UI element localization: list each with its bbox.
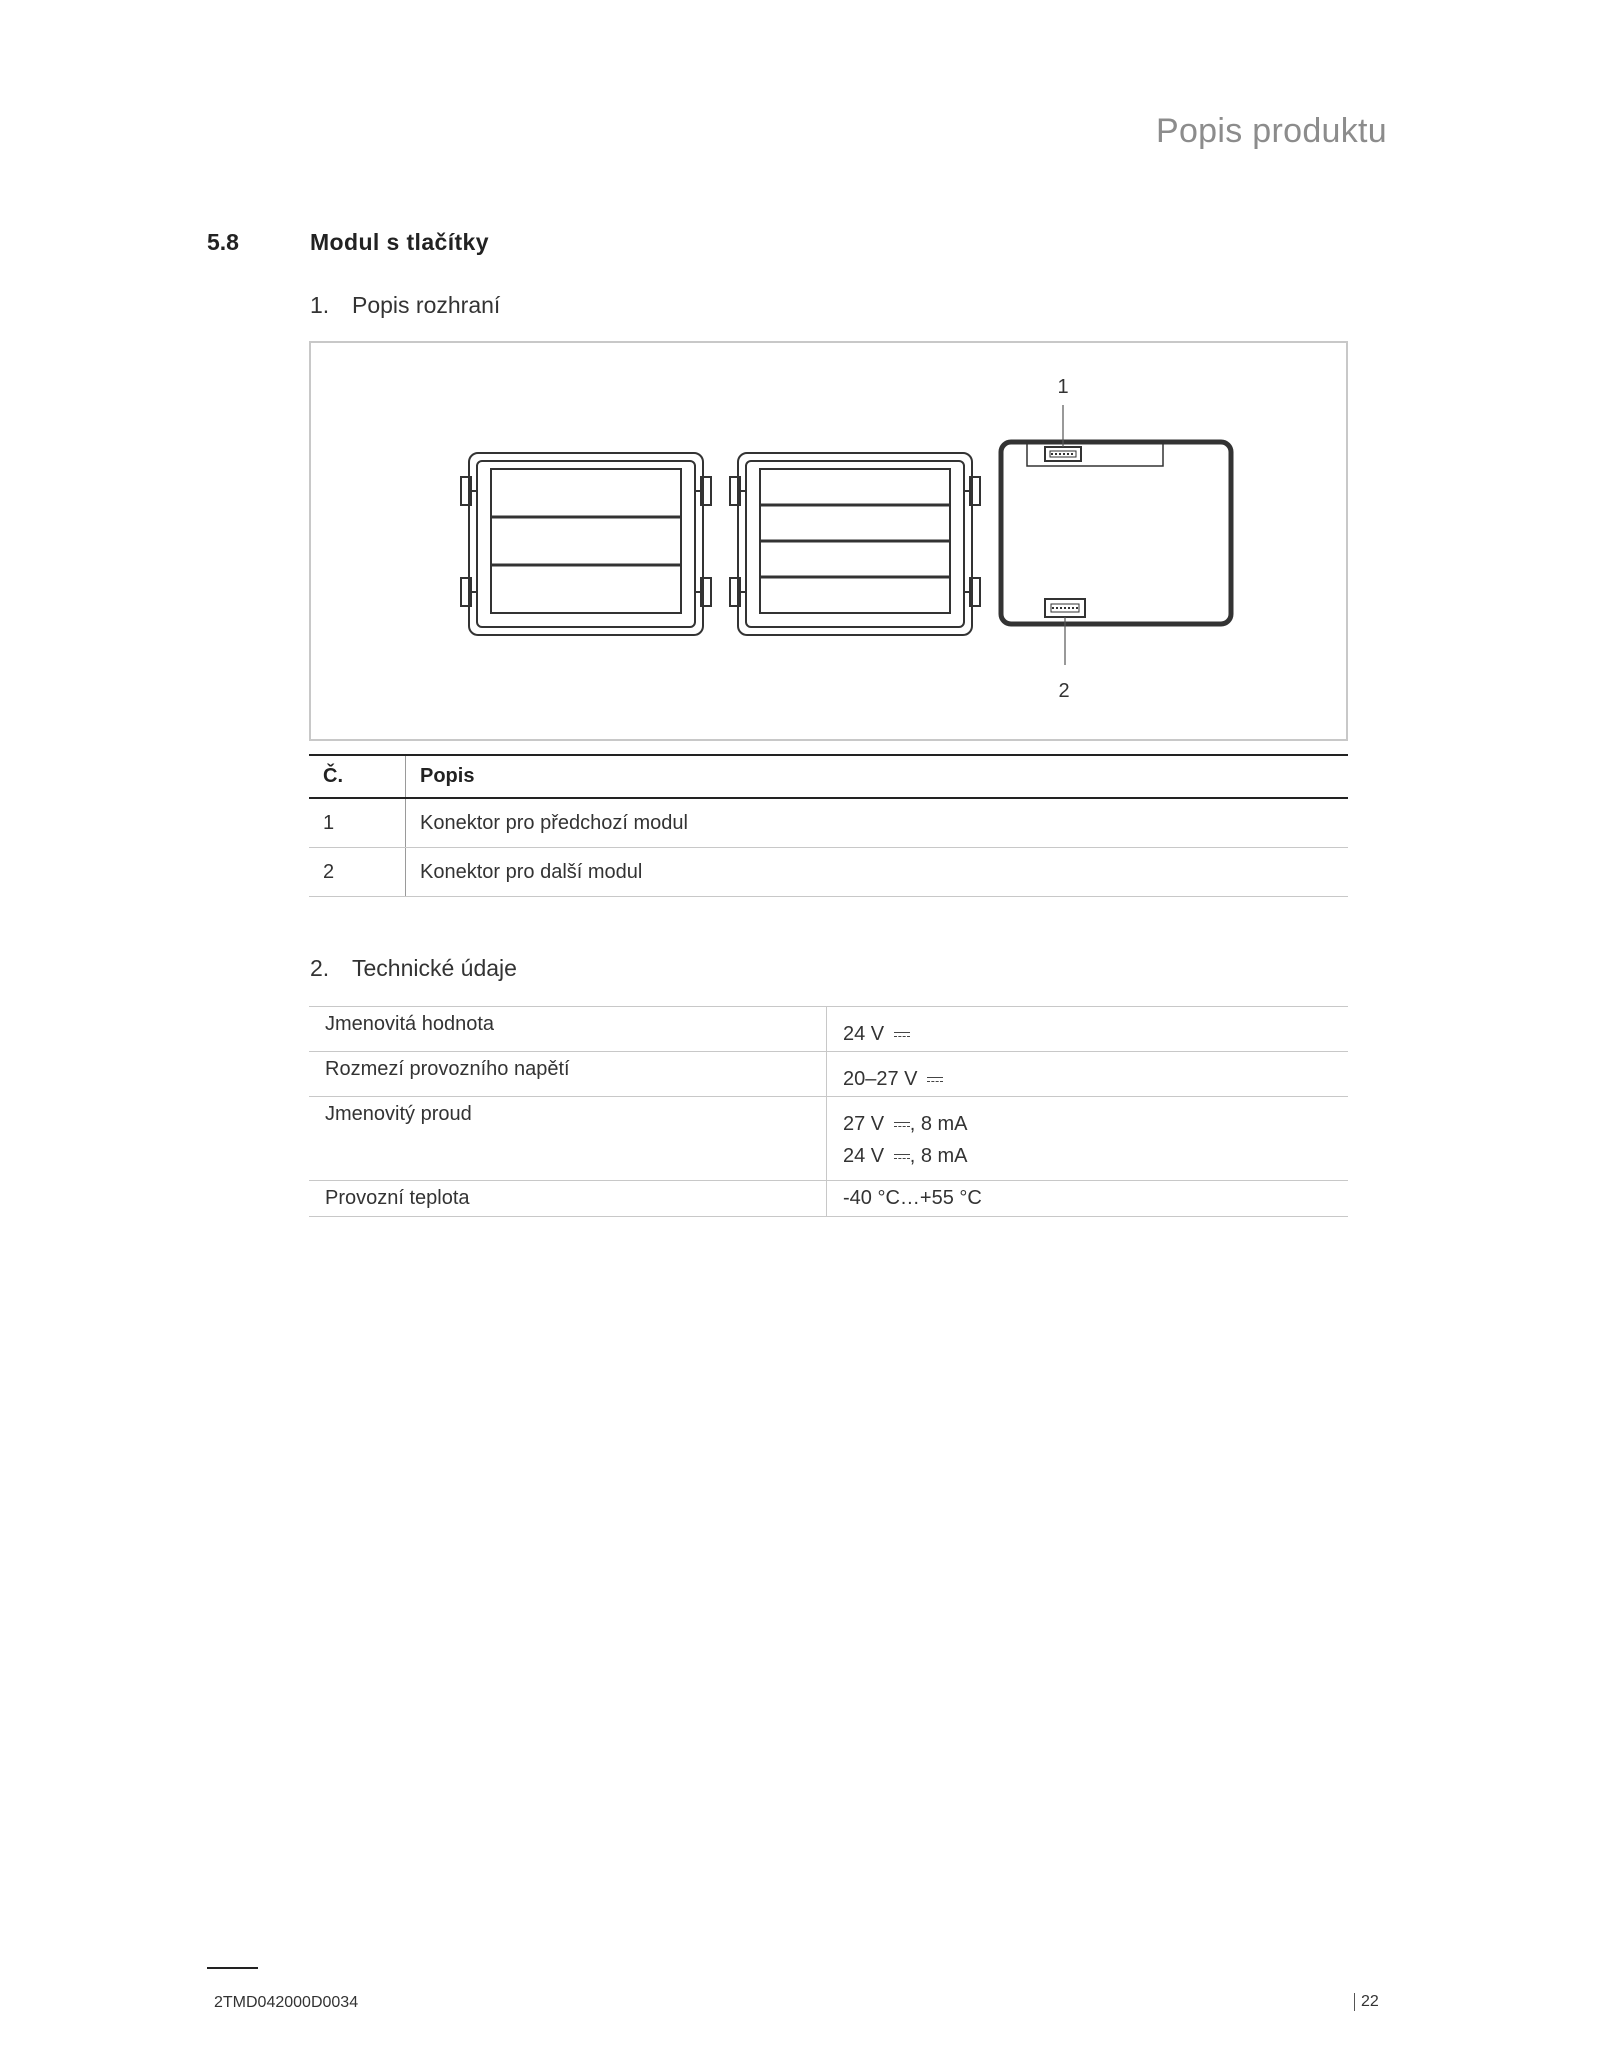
step-label: Popis rozhraní: [352, 292, 501, 318]
running-head: Popis produktu: [1155, 112, 1387, 150]
spec-value-text: , 8 mA: [909, 1113, 968, 1135]
step-technical-data: [310, 955, 517, 982]
spec-label: Rozmezí provozního napětí: [309, 1052, 827, 1097]
step-interface-description: [310, 292, 500, 319]
interface-table: [309, 754, 1348, 897]
push-button-module-drawing: [311, 343, 1350, 743]
column-header-number: Č.: [309, 755, 406, 798]
module-back-view: [1001, 442, 1231, 624]
spec-value-text: , 8 mA: [909, 1145, 968, 1167]
spec-label: Jmenovitý proud: [309, 1097, 827, 1181]
dc-symbol-icon: [894, 1152, 910, 1162]
connector-next-module: [1045, 599, 1085, 617]
spec-label: Jmenovitá hodnota: [309, 1007, 827, 1052]
table-row: [309, 798, 1348, 848]
callout-2: 2: [1058, 680, 1070, 702]
dc-symbol-icon: [927, 1075, 943, 1085]
button-module-4: [730, 453, 980, 635]
spec-value-text: 24 V: [843, 1145, 885, 1167]
step-label: Technické údaje: [352, 955, 517, 981]
table-row: [309, 848, 1348, 897]
step-number: 1.: [310, 292, 330, 318]
footer-rule: [207, 1967, 258, 1969]
table-row: [309, 1007, 1348, 1052]
spec-value-text: 20–27 V: [843, 1068, 918, 1090]
spec-value: [827, 1052, 1349, 1097]
table-row: [309, 1052, 1348, 1097]
cell-description: Konektor pro další modul: [406, 848, 1349, 897]
section-title: Modul s tlačítky: [310, 229, 489, 255]
spec-value-text: 27 V: [843, 1113, 885, 1135]
page-number: 22: [1354, 1993, 1379, 2011]
cell-description: Konektor pro předchozí modul: [406, 798, 1349, 848]
dc-symbol-icon: [894, 1120, 910, 1130]
step-number: 2.: [310, 955, 330, 981]
table-row: [309, 1097, 1348, 1181]
cell-number: 2: [309, 848, 406, 897]
document-id: 2TMD042000D0034: [214, 1994, 359, 2011]
spec-label: Provozní teplota: [309, 1181, 827, 1217]
table-header-row: [309, 755, 1348, 798]
interface-figure: [309, 341, 1348, 741]
button-module-3: [461, 453, 711, 635]
column-header-description: Popis: [406, 755, 1349, 798]
callout-1: 1: [1057, 376, 1069, 398]
spec-value: -40 °C…+55 °C: [827, 1181, 1349, 1217]
table-row: [309, 1181, 1348, 1217]
spec-value: [827, 1007, 1349, 1052]
connector-previous-module: [1045, 447, 1081, 461]
dc-symbol-icon: [894, 1030, 910, 1040]
technical-data-table: [309, 1006, 1348, 1217]
spec-value: [827, 1097, 1349, 1181]
spec-value-text: 24 V: [843, 1023, 885, 1045]
section-number: 5.8: [207, 229, 239, 255]
cell-number: 1: [309, 798, 406, 848]
